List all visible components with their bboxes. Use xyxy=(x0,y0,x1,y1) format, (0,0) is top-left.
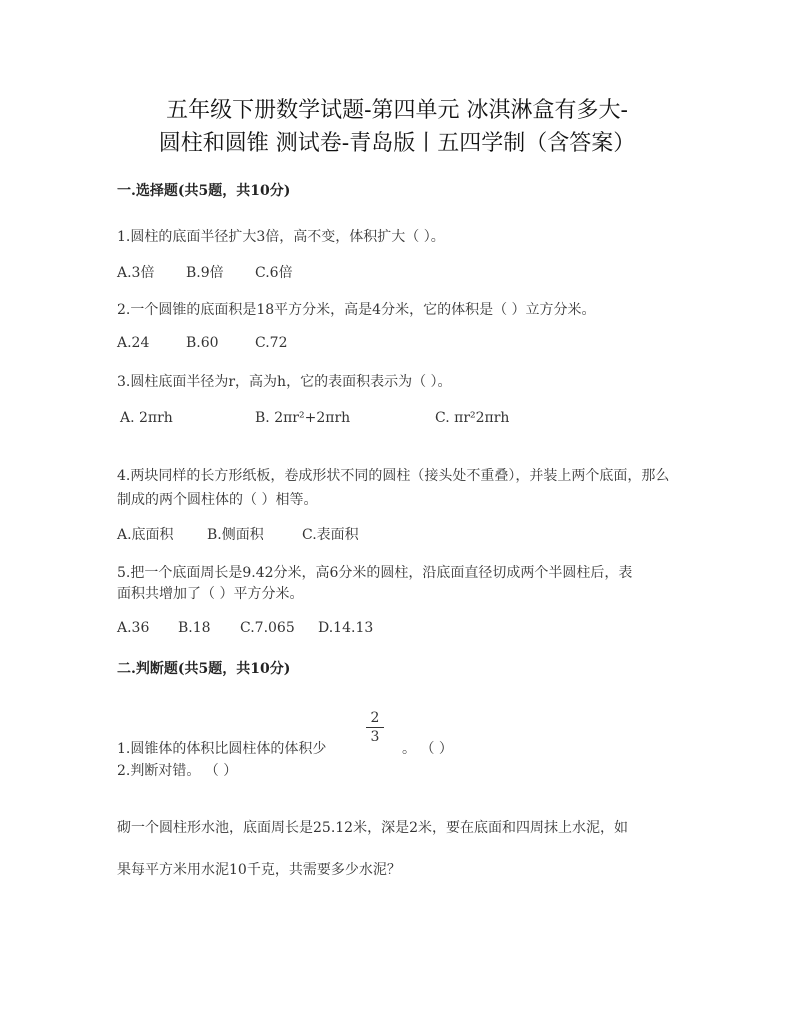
option: C.表面积 xyxy=(302,527,359,543)
question-3-text: 3.圆柱底面半径为r，高为h，它的表面积表示为（ ）。 xyxy=(117,374,452,390)
question-4-text: 4.两块同样的长方形纸板，卷成形状不同的圆柱（接头处不重叠），并装上两个底面，那么制成的两个圆柱体的（ ）相等。 xyxy=(117,468,670,508)
option: A.36 xyxy=(117,620,150,636)
question-1-text: 1.圆柱的底面半径扩大3倍，高不变，体积扩大（ ）。 xyxy=(117,229,445,245)
option: B.侧面积 xyxy=(207,527,264,543)
document-title-line-2: 圆柱和圆锥 测试卷-青岛版丨五四学制（含答案） xyxy=(158,131,636,156)
option: C.72 xyxy=(255,335,288,351)
judgment-1-text: 1.圆锥体的体积比圆柱体的体积少 xyxy=(117,741,327,757)
option: B.9倍 xyxy=(186,265,224,281)
judgment-1-suffix: 。 （ ） xyxy=(402,741,453,757)
fraction-numerator: 2 xyxy=(370,710,380,726)
option: D.14.13 xyxy=(318,620,374,636)
option: B.18 xyxy=(178,620,211,636)
judgment-2-text: 2.判断对错。 （ ） xyxy=(117,763,238,779)
option: B.60 xyxy=(186,335,219,351)
option: C. πr²2πrh xyxy=(435,410,510,426)
document-title-line-1: 五年级下册数学试题-第四单元 冰淇淋盒有多大- xyxy=(166,98,628,123)
option: A.底面积 xyxy=(117,527,174,543)
fraction-denominator: 3 xyxy=(370,729,380,745)
option: A.3倍 xyxy=(117,265,155,281)
judgment-2-body-line-1: 砌一个圆柱形水池，底面周长是25.12米，深是2米，要在底面和四周抹上水泥，如 xyxy=(117,820,628,836)
option: A. 2πrh xyxy=(120,410,173,426)
question-5-text-line-1: 5.把一个底面周长是9.42分米，高6分米的圆柱，沿底面直径切成两个半圆柱后，表 xyxy=(117,565,633,581)
question-2-text: 2.一个圆锥的底面积是18平方分米，高是4分米，它的体积是（ ）立方分米。 xyxy=(117,302,596,318)
fraction-two-thirds xyxy=(366,710,384,745)
option: A.24 xyxy=(117,335,150,351)
option: C.6倍 xyxy=(255,265,293,281)
judgment-2-body-line-2: 果每平方米用水泥10千克，共需要多少水泥？ xyxy=(117,862,401,878)
section-heading-choice: 一.选择题(共5题，共10分) xyxy=(117,183,291,199)
option: C.7.065 xyxy=(240,620,295,636)
fraction-bar xyxy=(366,727,384,728)
option: B. 2πr²+2πrh xyxy=(255,410,351,426)
section-heading-judgment: 二.判断题(共5题，共10分) xyxy=(117,661,291,677)
question-5-text-line-2: 面积共增加了（ ）平方分米。 xyxy=(117,586,304,602)
